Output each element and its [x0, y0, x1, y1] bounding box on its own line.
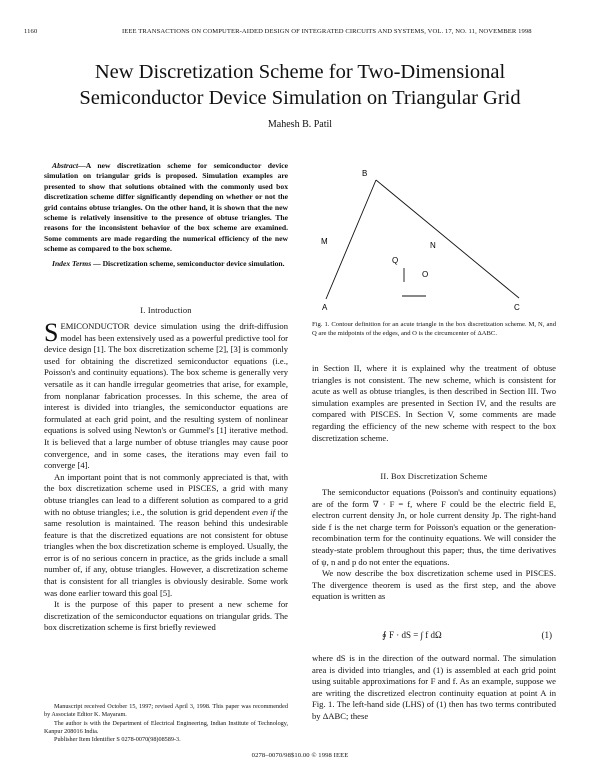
- label-a: A: [322, 303, 328, 312]
- section1-body: [44, 318, 288, 634]
- equation-1: [312, 630, 556, 644]
- section2-p1: The semiconductor equations (Poisson's and continuity equations) are of the form ∇ · F = f, where F could be the electric field E, electron current density Jn, or hole current density Jp. The right-hand side f is the net charge term for Poisson's equation or the generation-recombination term for the continuity equations. We will consider the steady-state problem throughout this paper; thus, the time derivatives of ψ, n and p do not enter the equations.: [312, 487, 556, 567]
- section1-p2-b: the same resolution is maintained. The reason behind this undesirable feature is that the discretized equations are not consistent for obtuse triangles when the box discretization scheme is employed. Usually, the error is of no serious concern in practice, as the grids include a small number of, if any, obtuse triangles. However, a discretization scheme that is consistent for all triangles is obviously desirable. Some work was done earlier toward this goal [5].: [44, 506, 288, 598]
- paper-title-line1: New Discretization Scheme for Two-Dimensional: [94, 61, 506, 83]
- abstract-label: Abstract: [52, 161, 79, 170]
- dropcap: S: [44, 318, 59, 347]
- section1-p1: EMICONDUCTOR device simulation using the drift-diffusion model has been extensively used as a powerful predictive tool for device design [1]. The box discretization scheme [2], [3] is commonly used for obtaining the discretized semiconductor equations (i.e., Poisson's and continuity equations). The box scheme is generally very versatile as it can handle irregular geometries that arise, for example, from nonplanar fabrication processes. In this scheme, the area of interest is divided into triangles, the semiconductor equations are formulated at each grid point, and the resulting system of nonlinear equations is solved using Newton's or Gummel's [1] iterative method. It is believed that a large number of obtuse triangles may cause poor convergence, and in some cases, the iterations may even fail to converge [4].: [44, 321, 288, 471]
- section2-p2: We now describe the box discretization scheme used in PISCES. The divergence theorem is used as the first step, and the above equation is written as: [312, 568, 556, 602]
- footnote-2: The author is with the Department of Electrical Engineering, Indian Institute of Technology, Kanpur 208016 India.: [44, 719, 288, 735]
- copyright-footer: 0278–0070/98$10.00 © 1998 IEEE: [251, 752, 349, 759]
- edge-bc: [376, 180, 519, 298]
- figure1-diagram: [306, 160, 556, 318]
- abstract: Abstract—A new discretization scheme for semiconductor device simulation on triangular grids is proposed. Simulation examples are presented to show that solutions obtained with the commonly used box discretization scheme differ significantly depending on whether or not the grid contains obtuse triangles. On the other hand, it is shown that the new scheme is relatively insensitive to the presence of obtuse triangles. The reasons for the inconsistent behavior of the box scheme are examined. Some comments are made regarding the numerical efficiency of the new scheme as compared to the box scheme. Index Terms — Discretization scheme, semiconductor device simulation.: [44, 161, 288, 268]
- section2-heading: II. Box Discretization Scheme: [380, 472, 488, 481]
- section1-p3: It is the purpose of this paper to present a new scheme for discretization of the semiconductor equations on triangular grids. The box discretization scheme is first briefly reviewed: [44, 599, 288, 633]
- figure1-caption: Fig. 1. Contour definition for an acute triangle in the box discretization scheme. M, N, and Q are the midpoints of the edges, and O is the circumcenter of ΔABC.: [312, 321, 556, 337]
- section1-continued: in Section II, where it is explained why the treatment of obtuse triangles is not consistent. The new scheme, which is consistent for acute as well as obtuse triangles, is then described in Section III. Two simulation examples are presented in Section IV, and the results are compared with PISCES. In Section V, some comments are made regarding the efficiency of the new scheme with respect to the box discretization scheme.: [312, 363, 556, 443]
- footnote-1: Manuscript received October 15, 1997; revised April 3, 1998. This paper was recommended by Associate Editor K. Mayaram.: [44, 703, 288, 719]
- equation-text: ∮ F · dS = ∫ f dΩ: [382, 630, 442, 640]
- section2-p3: where dS is in the direction of the outward normal. The simulation area is divided into triangles, and (1) is assembled at each grid point using suitable approximations for F and f. As an example, suppose we are writing the discretized electron continuity equation at point A in Fig. 1. The left-hand side (LHS) of (1) then has two terms contributed by ΔABC; these: [312, 653, 556, 721]
- label-o: O: [422, 270, 429, 279]
- page-number: 1160: [24, 28, 38, 35]
- author: Mahesh B. Patil: [267, 119, 333, 130]
- label-c: C: [514, 303, 520, 312]
- index-terms-text: Discretization scheme, semiconductor device simulation.: [102, 258, 285, 268]
- journal-header: IEEE TRANSACTIONS ON COMPUTER-AIDED DESIGN OF INTEGRATED CIRCUITS AND SYSTEMS, VOL. 17, NO. 11, NOVEMBER 1998: [122, 28, 532, 35]
- label-n: N: [430, 241, 436, 250]
- footnotes: [44, 703, 288, 744]
- footnote-3: Publisher Item Identifier S 0278-0070(98)08589-3.: [54, 736, 181, 744]
- paper-title-line2: Semiconductor Device Simulation on Triangular Grid: [79, 87, 521, 109]
- label-m: M: [321, 237, 328, 246]
- label-b: B: [362, 169, 368, 178]
- index-terms-label: Index Terms: [52, 258, 92, 268]
- section1-p2-a: An important point that is not commonly appreciated is that, with the box discretization scheme used in PISCES, a grid with many obtuse triangles can lead to a different solution as compared to a grid with no obtuse triangles; i.e., the solution is grid dependent: [44, 471, 288, 517]
- label-q: Q: [392, 256, 399, 265]
- section2-body-1: [312, 487, 556, 603]
- edge-ab: [326, 180, 376, 299]
- equation-number: (1): [541, 630, 552, 640]
- section1-p2-em: even if: [252, 506, 276, 517]
- section1-heading: I. Introduction: [140, 306, 192, 315]
- abstract-text: A new discretization scheme for semiconductor device simulation on triangular grids is proposed. Simulation examples are presented to show that solutions obtained with the commonly used box discretization scheme differ significantly depending on whether or not the grid contains obtuse triangles. On the other hand, it is shown that the new scheme is relatively insensitive to the presence of obtuse triangles. The reasons for the inconsistent behavior of the box scheme are examined. Some comments are made regarding the numerical efficiency of the new scheme as compared to the box scheme.: [44, 161, 288, 254]
